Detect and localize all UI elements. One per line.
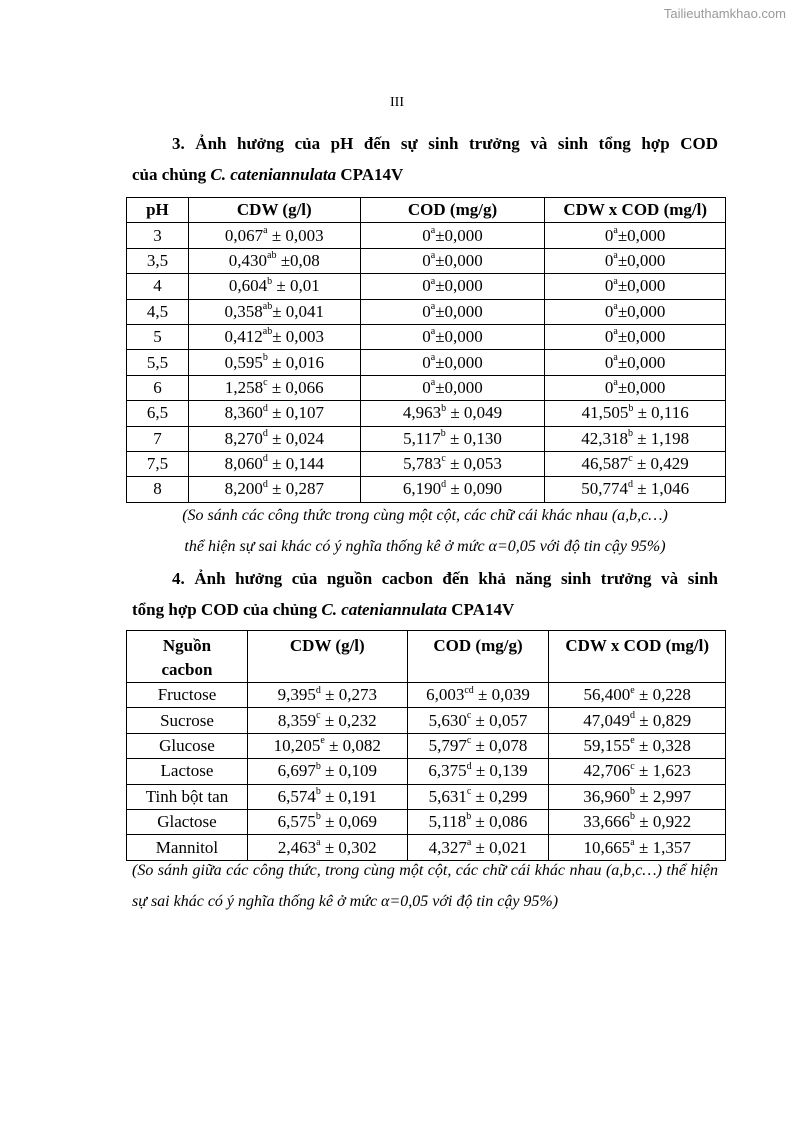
table-row: [127, 350, 726, 375]
section4-title-post: CPA14V: [447, 600, 515, 619]
table-cell: [545, 451, 726, 476]
cell-error: ± 0,922: [635, 812, 692, 832]
cell-error: ± 0,429: [632, 454, 689, 474]
cell-error: ± 0,328: [634, 735, 691, 755]
cell-mean: 0,067: [224, 225, 264, 245]
cell-label: 4: [153, 276, 162, 296]
significance-letter: c: [630, 760, 635, 772]
cell-error: ±0,000: [435, 225, 483, 245]
table-cell: [247, 708, 407, 733]
table-cell: [360, 248, 545, 273]
cell-mean: 0: [604, 301, 614, 321]
cell-error: ±0,000: [617, 225, 666, 245]
table-row: [127, 708, 726, 733]
cell-error: ± 0,302: [320, 837, 377, 857]
cell-error: ± 2,997: [635, 786, 692, 806]
cell-error: ± 0,039: [473, 685, 530, 705]
section3-note: [132, 500, 718, 562]
section3-note-line2: thể hiện sự sai khác có ý nghĩa thống kê ở mức α=0,05 với độ tin cậy 95%): [184, 538, 666, 555]
significance-letter: d: [262, 478, 268, 490]
cell-error: ± 0,069: [320, 812, 377, 832]
section3-title-post: CPA14V: [336, 165, 404, 184]
cell-error: ±0,08: [276, 250, 320, 270]
table-cell: [549, 809, 726, 834]
table-row: [127, 401, 726, 426]
significance-letter: c: [466, 735, 472, 747]
page-number: III: [390, 95, 404, 110]
cell-label: Sucrose: [160, 710, 214, 730]
cell-label: 5: [153, 327, 162, 347]
cell-mean: 5,797: [428, 735, 467, 755]
cell-mean: 5,631: [428, 786, 467, 806]
section4-note: (So sánh giữa các công thức, trong cùng một cột, các chữ cái khác nhau (a,b,c…) thể hiện sự sai khác có ý nghĩa thống kê ở mức α=0,05 với độ tin cậy 95%): [132, 862, 718, 910]
significance-letter: b: [628, 402, 634, 414]
table-cell: [127, 733, 248, 758]
cell-label: 6,5: [146, 403, 169, 423]
cell-mean: 46,587: [581, 454, 629, 474]
table-cell: [247, 784, 407, 809]
cell-mean: 0: [604, 225, 614, 245]
table-cell: [360, 375, 545, 400]
significance-letter: a: [430, 250, 436, 262]
table-cell: [545, 477, 726, 502]
cell-error: ± 0,049: [446, 403, 503, 423]
significance-letter: b: [315, 760, 321, 772]
cell-error: ± 0,139: [471, 761, 528, 781]
table-cell: [545, 248, 726, 273]
significance-letter: a: [466, 836, 472, 848]
table-cell: [407, 683, 549, 708]
table-cell: [188, 451, 360, 476]
table-cell: [188, 248, 360, 273]
section4-title-line1: 4. Ảnh hưởng của nguồn cacbon đến khả năng sinh trưởng và sinh: [172, 569, 718, 588]
significance-letter: b: [441, 402, 447, 414]
table-cell: [188, 401, 360, 426]
table-cell: [188, 274, 360, 299]
cell-error: ±0,000: [617, 301, 666, 321]
cell-error: ± 0,021: [471, 837, 528, 857]
significance-letter: b: [315, 786, 321, 798]
cell-error: ±0,000: [617, 352, 666, 372]
table-cell: [127, 708, 248, 733]
table-row: [127, 274, 726, 299]
section4-title-line2: [132, 600, 514, 619]
cell-error: ± 0,287: [267, 479, 324, 499]
cell-error: ± 0,041: [272, 301, 325, 321]
table-cell: [127, 223, 189, 248]
cell-error: ± 0,273: [320, 685, 377, 705]
cell-error: ± 0,090: [446, 479, 503, 499]
table-cell: [407, 759, 549, 784]
section3-title-pre: của chủng: [132, 165, 211, 184]
significance-letter: a: [630, 836, 635, 848]
cell-mean: 36,960: [583, 786, 630, 806]
header-cdw-cod: CDW x COD (mg/l): [549, 631, 726, 683]
cell-mean: 0,604: [228, 276, 268, 296]
table-cell: [188, 477, 360, 502]
significance-letter: b: [630, 786, 635, 798]
table-cell: [127, 784, 248, 809]
cell-label: 6: [153, 377, 162, 397]
table-cell: [127, 350, 189, 375]
significance-letter: b: [630, 811, 635, 823]
cell-label: Mannitol: [155, 837, 219, 857]
significance-letter: d: [262, 428, 268, 440]
cell-mean: 50,774: [581, 479, 628, 499]
section3-title-line1: 3. Ảnh hưởng của pH đến sự sinh trưởng và sinh tổng hợp COD: [172, 134, 718, 153]
significance-letter: e: [320, 735, 325, 747]
cell-mean: 33,666: [583, 812, 630, 832]
table-cell: [549, 784, 726, 809]
cell-mean: 4,327: [428, 837, 467, 857]
cell-label: Glucose: [159, 735, 215, 755]
cell-error: ± 0,078: [471, 735, 528, 755]
cell-mean: 6,574: [277, 786, 316, 806]
table-cell: [127, 683, 248, 708]
cell-mean: 9,395: [277, 685, 316, 705]
cell-error: ± 1,357: [634, 837, 691, 857]
cell-mean: 0: [422, 250, 431, 270]
cell-mean: 47,049: [583, 710, 630, 730]
table-cell: [127, 451, 189, 476]
significance-letter: c: [316, 709, 321, 721]
significance-letter: d: [441, 478, 447, 490]
cell-error: ± 0,107: [267, 403, 324, 423]
significance-letter: b: [627, 428, 633, 440]
table-cell: [247, 809, 407, 834]
significance-letter: d: [466, 760, 472, 772]
significance-letter: d: [630, 709, 635, 721]
table-cell: [545, 299, 726, 324]
table-cell: [127, 324, 189, 349]
significance-letter: a: [430, 275, 436, 287]
cell-error: ± 0,228: [634, 685, 691, 705]
cell-mean: 6,190: [402, 479, 442, 499]
table-cell: [360, 401, 545, 426]
cell-error: ± 0,086: [471, 812, 528, 832]
section4-heading: [132, 563, 718, 625]
carbon-source-table: [126, 630, 726, 861]
cell-mean: 0,412: [224, 327, 263, 347]
significance-letter: ab: [267, 250, 277, 262]
watermark-text: Tailieuthamkhao.com: [663, 6, 786, 21]
cell-label: 4,5: [146, 301, 169, 321]
header-cod: COD (mg/g): [407, 631, 549, 683]
cell-mean: 56,400: [583, 685, 631, 705]
cell-mean: 6,575: [277, 812, 316, 832]
table-cell: [545, 274, 726, 299]
cell-error: ± 0,299: [471, 786, 528, 806]
table-cell: [360, 223, 545, 248]
table-cell: [360, 350, 545, 375]
table-row: [127, 248, 726, 273]
table-cell: [188, 223, 360, 248]
cell-error: ±0,000: [435, 276, 483, 296]
cell-error: ± 0,024: [267, 428, 324, 448]
cell-mean: 1,258: [224, 377, 264, 397]
significance-letter: a: [430, 377, 436, 389]
cell-mean: 10,665: [583, 837, 631, 857]
cell-error: ±0,000: [617, 276, 666, 296]
table-cell: [127, 759, 248, 784]
table-cell: [360, 451, 545, 476]
table-cell: [360, 299, 545, 324]
cell-label: 8: [153, 479, 162, 499]
cell-label: Tinh bột tan: [145, 786, 229, 806]
header-cod: COD (mg/g): [360, 198, 545, 223]
table-cell: [127, 375, 189, 400]
significance-letter: c: [466, 709, 472, 721]
cell-mean: 8,200: [224, 479, 263, 499]
significance-letter: a: [430, 301, 436, 313]
cell-mean: 0: [422, 352, 431, 372]
significance-letter: d: [262, 453, 268, 465]
cell-mean: 6,375: [428, 761, 467, 781]
cell-error: ±0,000: [435, 301, 483, 321]
significance-letter: e: [630, 735, 635, 747]
table-cell: [127, 274, 189, 299]
cell-mean: 0: [604, 250, 614, 270]
significance-letter: a: [316, 836, 321, 848]
significance-letter: c: [466, 786, 472, 798]
section3-note-line1: (So sánh các công thức trong cùng một cột, các chữ cái khác nhau (a,b,c…): [182, 507, 668, 524]
table-row: [127, 375, 726, 400]
table-row: [127, 299, 726, 324]
cell-mean: 0: [422, 301, 431, 321]
cell-error: ± 0,130: [445, 428, 502, 448]
cell-mean: 0: [604, 276, 614, 296]
cell-error: ± 0,066: [267, 377, 324, 397]
table-cell: [549, 733, 726, 758]
section4-title-pre: tổng hợp COD của chủng: [132, 600, 322, 619]
cell-error: ±0,000: [617, 327, 666, 347]
table-cell: [188, 324, 360, 349]
cell-error: ± 0,01: [272, 276, 320, 296]
table-cell: [127, 248, 189, 273]
significance-letter: a: [613, 250, 618, 262]
significance-letter: c: [441, 453, 446, 465]
cell-error: ± 0,109: [320, 761, 377, 781]
table-cell: [407, 708, 549, 733]
table-cell: [360, 324, 545, 349]
significance-letter: a: [613, 351, 618, 363]
cell-label: 3,5: [146, 250, 169, 270]
significance-letter: a: [263, 224, 268, 236]
table-cell: [360, 426, 545, 451]
cell-label: 5,5: [146, 352, 169, 372]
cell-mean: 5,118: [428, 812, 467, 832]
table-cell: [407, 733, 549, 758]
cell-mean: 5,117: [403, 428, 441, 448]
significance-letter: a: [613, 275, 618, 287]
cell-mean: 0: [422, 225, 431, 245]
table-cell: [545, 223, 726, 248]
cell-mean: 6,697: [277, 761, 316, 781]
significance-letter: a: [430, 326, 436, 338]
cell-label: 7,5: [146, 454, 169, 474]
table-cell: [127, 477, 189, 502]
significance-letter: a: [613, 377, 618, 389]
cell-error: ± 1,623: [634, 761, 691, 781]
table-cell: [188, 350, 360, 375]
table-cell: [407, 809, 549, 834]
cell-label: Fructose: [157, 685, 217, 705]
cell-error: ± 0,016: [267, 352, 324, 372]
significance-letter: b: [315, 811, 321, 823]
table-row: [127, 683, 726, 708]
section3-heading: [132, 128, 718, 190]
significance-letter: c: [628, 453, 633, 465]
cell-mean: 4,963: [402, 403, 442, 423]
cell-error: ± 0,191: [320, 786, 377, 806]
cell-error: ± 0,082: [324, 735, 381, 755]
cell-mean: 0,595: [224, 352, 263, 372]
cell-error: ± 1,198: [632, 428, 690, 448]
header-cdw: CDW (g/l): [247, 631, 407, 683]
significance-letter: cd: [464, 684, 474, 696]
cell-mean: 0: [422, 327, 431, 347]
table-cell: [545, 324, 726, 349]
cell-mean: 10,205: [273, 735, 321, 755]
cell-mean: 2,463: [277, 837, 317, 857]
significance-letter: d: [627, 478, 633, 490]
table-row: [127, 809, 726, 834]
header-carbon-source: Nguồn cacbon: [127, 631, 248, 683]
significance-letter: d: [315, 684, 321, 696]
cell-mean: 41,505: [581, 403, 629, 423]
cell-label: 3: [153, 225, 162, 245]
significance-letter: a: [430, 351, 436, 363]
significance-letter: b: [267, 275, 273, 287]
cell-mean: 8,360: [224, 403, 263, 423]
cell-mean: 5,783: [403, 454, 442, 474]
cell-error: ±0,000: [617, 250, 666, 270]
significance-letter: ab: [262, 301, 273, 313]
table-cell: [549, 759, 726, 784]
header-cdw: CDW (g/l): [188, 198, 360, 223]
cell-mean: 8,270: [224, 428, 263, 448]
cell-mean: 0: [604, 327, 614, 347]
header-cdw-cod: CDW x COD (mg/l): [545, 198, 726, 223]
table-cell: [127, 299, 189, 324]
cell-error: ± 0,057: [471, 710, 528, 730]
table-cell: [360, 274, 545, 299]
significance-letter: b: [262, 351, 268, 363]
cell-mean: 0: [604, 377, 614, 397]
table-cell: [247, 733, 407, 758]
cell-label: 7: [153, 428, 162, 448]
table-cell: [545, 375, 726, 400]
section4-species-name: C. cateniannulata: [321, 600, 448, 619]
cell-error: ± 0,232: [320, 710, 377, 730]
cell-mean: 0: [422, 276, 431, 296]
cell-error: ± 0,003: [267, 225, 324, 245]
table-cell: [407, 784, 549, 809]
table-cell: [247, 759, 407, 784]
cell-mean: 59,155: [583, 735, 631, 755]
cell-mean: 0,358: [224, 301, 263, 321]
table-cell: [127, 426, 189, 451]
cell-error: ± 1,046: [632, 479, 690, 499]
cell-label: Lactose: [160, 761, 214, 781]
cell-mean: 0: [422, 377, 431, 397]
table-cell: [545, 401, 726, 426]
cell-error: ±0,000: [435, 327, 483, 347]
table-row: [127, 324, 726, 349]
cell-error: ±0,000: [435, 250, 483, 270]
table-cell: [188, 375, 360, 400]
cell-error: ± 0,053: [445, 454, 502, 474]
cell-mean: 42,318: [581, 428, 628, 448]
cell-error: ±0,000: [435, 377, 483, 397]
table-row: [127, 426, 726, 451]
header-ph: pH: [127, 198, 189, 223]
cell-label: Glactose: [157, 812, 217, 832]
cell-mean: 42,706: [583, 761, 631, 781]
significance-letter: a: [613, 326, 618, 338]
table-row: [127, 733, 726, 758]
cell-error: ± 0,116: [633, 403, 689, 423]
table-cell: [188, 299, 360, 324]
significance-letter: d: [262, 402, 268, 414]
table-row: [127, 759, 726, 784]
table-cell: [549, 708, 726, 733]
table-row: [127, 477, 726, 502]
section3-title-line2: [132, 165, 403, 184]
cell-mean: 6,003: [426, 685, 465, 705]
cell-mean: 8,060: [224, 454, 263, 474]
significance-letter: e: [630, 684, 635, 696]
table-row: [127, 223, 726, 248]
table-cell: [360, 477, 545, 502]
cell-mean: 0,430: [228, 250, 268, 270]
significance-letter: c: [263, 377, 268, 389]
significance-letter: a: [613, 224, 618, 236]
table-cell: [127, 401, 189, 426]
table-cell: [549, 683, 726, 708]
cell-mean: 5,630: [428, 710, 467, 730]
cell-error: ±0,000: [435, 352, 483, 372]
table-row: [127, 784, 726, 809]
table-cell: [188, 426, 360, 451]
cell-error: ±0,000: [617, 377, 666, 397]
table-cell: [545, 350, 726, 375]
cell-error: ± 0,829: [635, 710, 692, 730]
cell-mean: 8,359: [277, 710, 317, 730]
table-cell: [545, 426, 726, 451]
cell-error: ± 0,003: [272, 327, 325, 347]
table-cell: [247, 683, 407, 708]
significance-letter: a: [430, 224, 436, 236]
significance-letter: b: [466, 811, 472, 823]
table-cell: [127, 809, 248, 834]
cell-error: ± 0,144: [267, 454, 324, 474]
cell-mean: 0: [604, 352, 614, 372]
significance-letter: b: [440, 428, 446, 440]
significance-letter: ab: [262, 326, 273, 338]
significance-letter: a: [613, 301, 618, 313]
section3-species-name: C. cateniannulata: [210, 165, 337, 184]
ph-table: [126, 197, 726, 503]
table-row: [127, 451, 726, 476]
